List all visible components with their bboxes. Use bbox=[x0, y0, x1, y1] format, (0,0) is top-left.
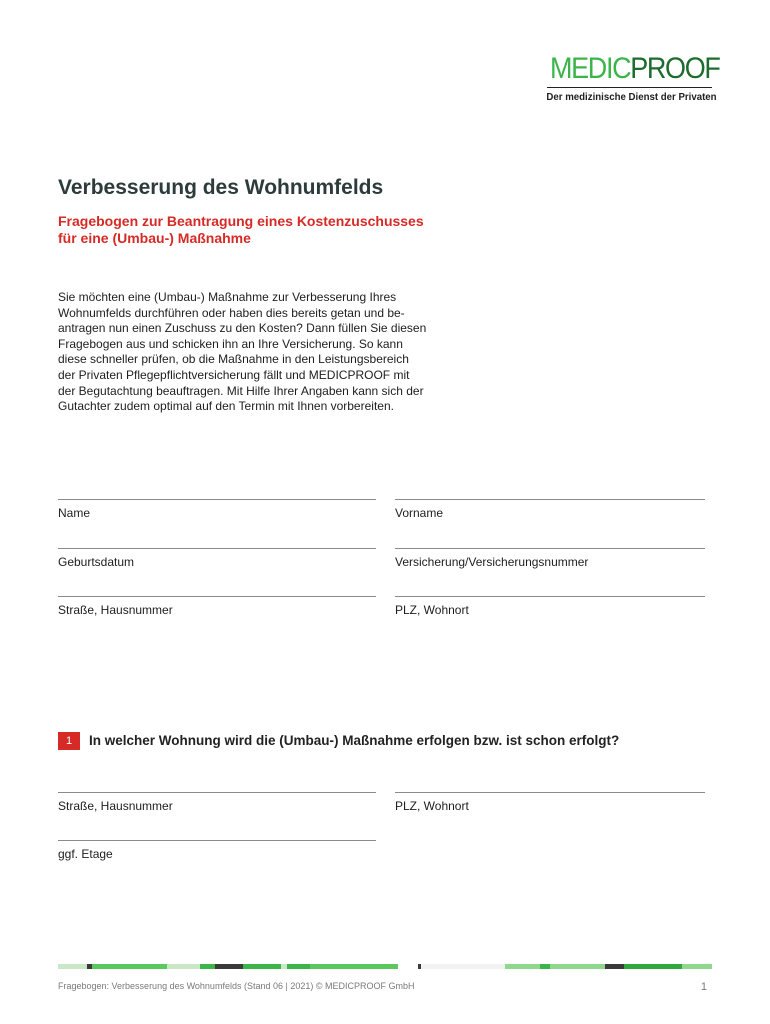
wohnung-plz-input-line[interactable] bbox=[395, 792, 705, 793]
name-field[interactable] bbox=[58, 499, 376, 520]
wohnung-strasse-input-line[interactable] bbox=[58, 792, 376, 793]
bar-segment bbox=[167, 964, 200, 969]
geburtsdatum-input-line[interactable] bbox=[58, 548, 376, 549]
wohnung-strasse-field[interactable] bbox=[58, 792, 376, 813]
vorname-field[interactable] bbox=[395, 499, 705, 520]
intro-line: antragen nun einen Zuschuss zu den Kosten? Dann füllen Sie diesen bbox=[58, 321, 427, 336]
versicherung-label: Versicherung/Versicherungsnummer bbox=[395, 555, 589, 569]
strasse-label: Straße, Hausnummer bbox=[58, 603, 173, 617]
bar-segment bbox=[200, 964, 215, 969]
footer-text: Fragebogen: Verbesserung des Wohnumfelds (Stand 06 | 2021) © MEDICPROOF GmbH bbox=[58, 981, 415, 991]
plz-field[interactable] bbox=[395, 596, 705, 617]
geburtsdatum-field[interactable] bbox=[58, 548, 376, 569]
page-title: Verbesserung des Wohnumfelds bbox=[58, 176, 384, 199]
plz-input-line[interactable] bbox=[395, 596, 705, 597]
medicproof-logo bbox=[532, 52, 720, 103]
wohnung-plz-label: PLZ, Wohnort bbox=[395, 799, 469, 813]
page-subtitle bbox=[58, 213, 424, 247]
versicherung-field[interactable] bbox=[395, 548, 705, 569]
bar-segment bbox=[310, 964, 398, 969]
vorname-label: Vorname bbox=[395, 506, 444, 520]
bar-segment bbox=[505, 964, 540, 969]
wohnung-strasse-label: Straße, Hausnummer bbox=[58, 799, 173, 813]
page-number: 1 bbox=[700, 981, 707, 993]
etage-input-line[interactable] bbox=[58, 840, 376, 841]
bar-segment bbox=[215, 964, 243, 969]
question-text: In welcher Wohnung wird die (Umbau-) Maßnahme erfolgen bzw. ist schon erfolgt? bbox=[89, 733, 620, 748]
etage-field[interactable] bbox=[58, 840, 376, 861]
bar-segment bbox=[550, 964, 605, 969]
bar-segment bbox=[624, 964, 682, 969]
bar-segment bbox=[287, 964, 310, 969]
logo-proof: PROOF bbox=[630, 52, 720, 85]
intro-line: diese schneller prüfen, ob die Maßnahme in den Leistungsbereich bbox=[58, 352, 409, 367]
name-label: Name bbox=[58, 506, 91, 520]
geburtsdatum-label: Geburtsdatum bbox=[58, 555, 135, 569]
intro-line: Gutachter zudem optimal auf den Termin mit Ihnen vorbereiten. bbox=[58, 399, 394, 414]
strasse-field[interactable] bbox=[58, 596, 376, 617]
intro-line: Fragebogen aus und schicken ihn an Ihre Versicherung. So kann bbox=[58, 336, 403, 351]
logo-wordmark bbox=[550, 52, 720, 85]
intro-paragraph bbox=[58, 290, 468, 415]
question-number-badge: 1 bbox=[58, 732, 80, 750]
wohnung-plz-field[interactable] bbox=[395, 792, 705, 813]
strasse-input-line[interactable] bbox=[58, 596, 376, 597]
name-input-line[interactable] bbox=[58, 499, 376, 500]
vorname-input-line[interactable] bbox=[395, 499, 705, 500]
plz-label: PLZ, Wohnort bbox=[395, 603, 469, 617]
logo-divider bbox=[547, 87, 712, 88]
bar-segment bbox=[605, 964, 624, 969]
intro-line: der Begutachtung beauftragen. Mit Hilfe Ihrer Angaben kann sich der bbox=[58, 383, 424, 398]
bar-segment bbox=[58, 964, 87, 969]
bar-segment bbox=[243, 964, 281, 969]
intro-line: der Privaten Pflegepflichtversicherung fällt und MEDICPROOF mit bbox=[58, 367, 410, 382]
intro-line: Wohnumfelds durchführen oder haben dies bereits getan und be- bbox=[58, 305, 405, 320]
subtitle-line-2: für eine (Umbau-) Maßnahme bbox=[58, 230, 251, 246]
intro-line: Sie möchten eine (Umbau-) Maßnahme zur Verbesserung Ihres bbox=[58, 290, 397, 304]
decorative-color-bar bbox=[58, 964, 712, 969]
versicherung-input-line[interactable] bbox=[395, 548, 705, 549]
bar-segment bbox=[92, 964, 167, 969]
logo-medic: MEDIC bbox=[550, 52, 631, 85]
bar-segment bbox=[540, 964, 550, 969]
etage-label: ggf. Etage bbox=[58, 847, 113, 861]
bar-segment bbox=[421, 964, 505, 969]
subtitle-line-1: Fragebogen zur Beantragung eines Kostenzuschusses bbox=[58, 213, 424, 229]
logo-tagline: Der medizinische Dienst der Privaten bbox=[546, 91, 717, 103]
bar-segment bbox=[682, 964, 712, 969]
